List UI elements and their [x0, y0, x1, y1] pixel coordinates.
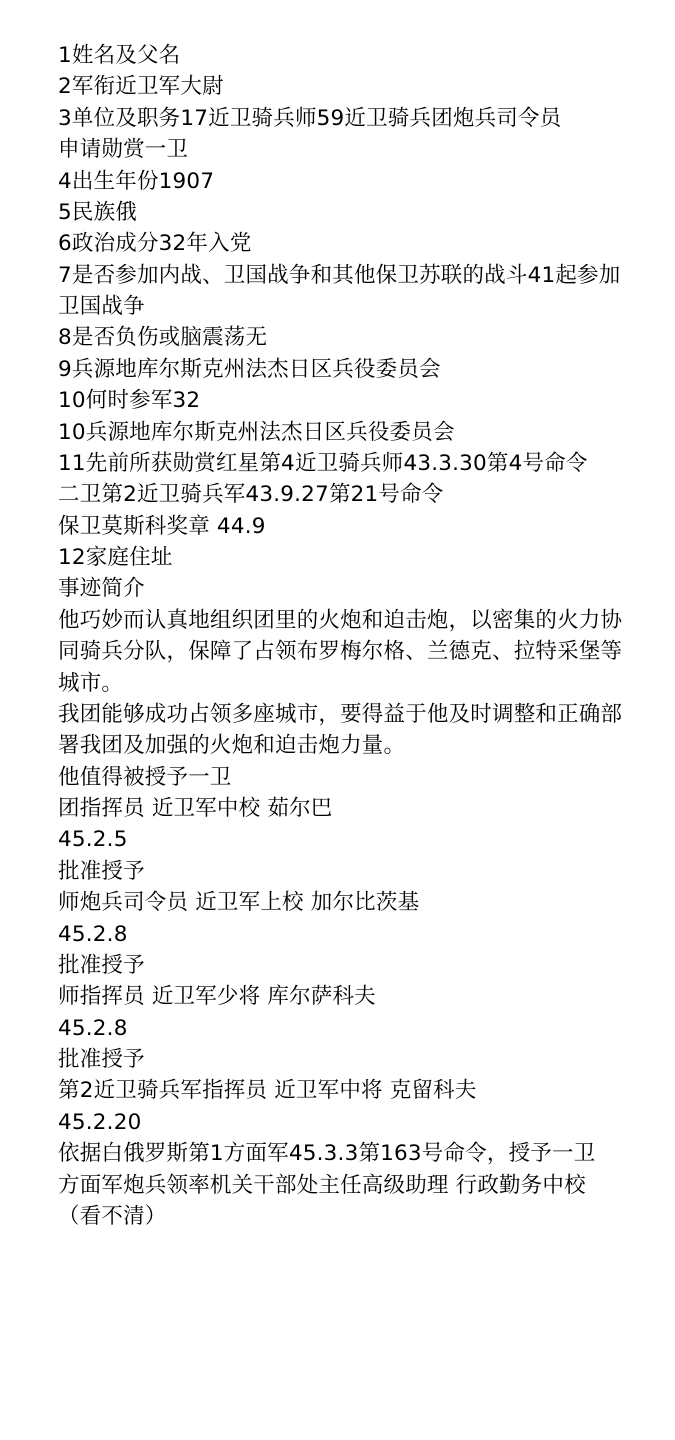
document-line: 8是否负伤或脑震荡无 — [58, 325, 268, 351]
document-line: 45.2.5 — [58, 827, 128, 853]
document-line: 45.2.8 — [58, 1015, 128, 1041]
document-line: 批准授予 — [58, 858, 145, 884]
document-line: 7是否参加内战、卫国战争和其他保卫苏联的战斗41起参加卫国战争 — [58, 262, 621, 319]
document-line: 11先前所获勋赏红星第4近卫骑兵师43.3.30第4号命令 — [58, 450, 588, 476]
document-line: 2军衔近卫军大尉 — [58, 74, 224, 100]
document-line: 第2近卫骑兵军指挥员 近卫军中将 克留科夫 — [58, 1078, 477, 1104]
document-line: 保卫莫斯科奖章 44.9 — [58, 513, 266, 539]
document-line: 4出生年份1907 — [58, 168, 215, 194]
document-line: 依据白俄罗斯第1方面军45.3.3第163号命令，授予一卫 — [58, 1141, 596, 1167]
document-line: 10兵源地库尔斯克州法杰日区兵役委员会 — [58, 419, 455, 445]
document-text-body — [58, 40, 633, 1232]
document-line: 团指挥员 近卫军中校 茹尔巴 — [58, 796, 333, 821]
document-line: 1姓名及父名 — [58, 43, 181, 68]
document-line: 申请勋赏一卫 — [58, 137, 189, 163]
document-line: 45.2.20 — [58, 1109, 142, 1135]
document-line: 批准授予 — [58, 952, 145, 978]
document-line: 师指挥员 近卫军少将 库尔萨科夫 — [58, 984, 376, 1010]
document-line: 师炮兵司令员 近卫军上校 加尔比茨基 — [58, 890, 420, 916]
document-line: 他巧妙而认真地组织团里的火炮和迫击炮，以密集的火力协同骑兵分队，保障了占领布罗梅尔格、兰德克、拉特采堡等城市。 — [58, 607, 623, 696]
document-line: 方面军炮兵领率机关干部处主任高级助理 行政勤务中校 （看不清） — [58, 1172, 593, 1229]
document-line: 3单位及职务17近卫骑兵师59近卫骑兵团炮兵司令员 — [58, 105, 562, 131]
document-line: 45.2.8 — [58, 921, 128, 947]
document-line: 10何时参军32 — [58, 388, 201, 414]
document-line: 批准授予 — [58, 1047, 145, 1072]
document-line: 6政治成分32年入党 — [58, 231, 252, 257]
document-line: 5民族俄 — [58, 199, 137, 225]
document-line: 事迹简介 — [58, 576, 145, 602]
document-line: 12家庭住址 — [58, 545, 173, 570]
document-line: 他值得被授予一卫 — [58, 764, 232, 790]
document-line: 二卫第2近卫骑兵军43.9.27第21号命令 — [58, 482, 444, 508]
document-line: 我团能够成功占领多座城市，要得益于他及时调整和正确部署我团及加强的火炮和迫击炮力量。 — [58, 701, 623, 759]
document-line: 9兵源地库尔斯克州法杰日区兵役委员会 — [58, 356, 441, 382]
